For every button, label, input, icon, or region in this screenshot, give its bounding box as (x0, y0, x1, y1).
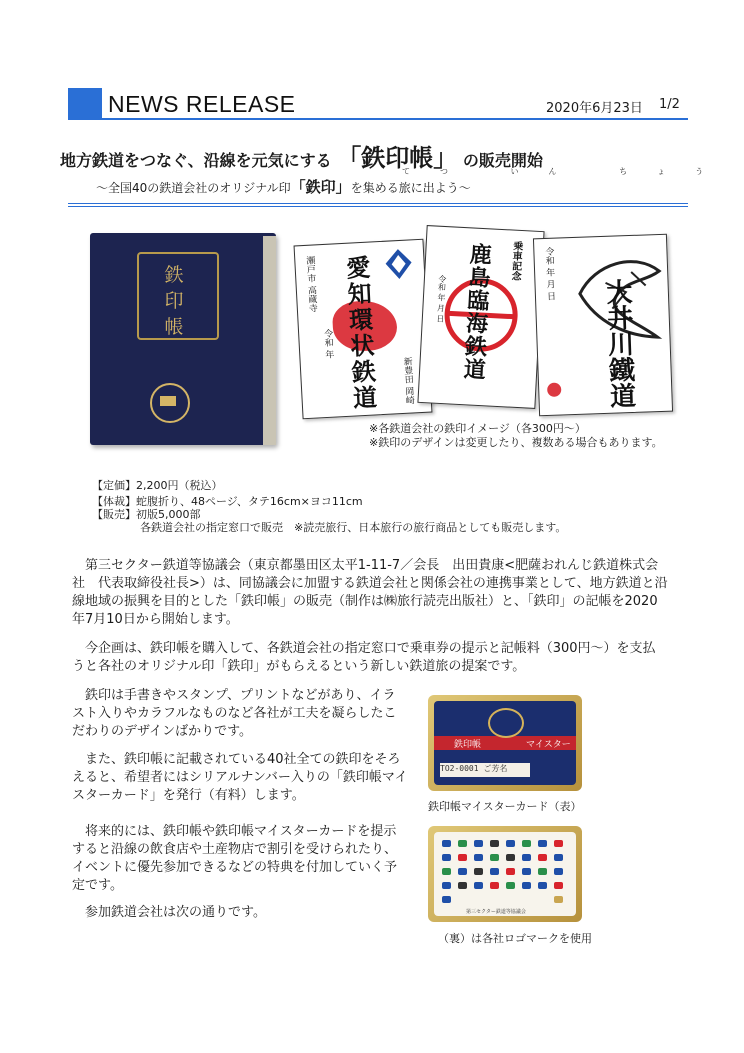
spec-sales-note: 各鉄道会社の指定窓口で販売 ※読売旅行、日本旅行の旅行商品としても販売します。 (140, 521, 567, 534)
stamp-caption-note: ※鉄印のデザインは変更したり、複数ある場合もあります。 (369, 436, 663, 449)
body-paragraph-6: 参加鉄道会社は次の通りです。 (85, 905, 266, 920)
company-logo-icon (538, 882, 547, 889)
stamp2-main: 鹿島臨海鉄道 (459, 242, 493, 382)
stamp1-main: 愛知環状鉄道 (341, 254, 379, 412)
stamp-oigawa (533, 234, 673, 417)
railway-logo-icon (383, 246, 415, 282)
card-band-right-label: マイスター (526, 740, 571, 750)
spec-price: 【定価】2,200円（税込） (92, 479, 223, 492)
headline-ruby: てつ いん ちょう (402, 167, 734, 176)
company-logo-icon (522, 840, 531, 847)
company-logo-icon (506, 854, 515, 861)
company-logo-icon (458, 868, 467, 875)
stamp1-place: 新豊田 岡崎 (401, 356, 415, 405)
company-logo-icon (522, 882, 531, 889)
company-logo-icon (538, 868, 547, 875)
double-rule-top (68, 203, 688, 204)
company-logo-icon (554, 896, 563, 903)
card-back-footer: 第三セクター鉄道等協議会 (466, 909, 526, 915)
company-logo-icon (442, 854, 451, 861)
stamp1-date: 令和 年 (321, 328, 334, 359)
subline-bold: 「鉄印」 (290, 178, 351, 196)
book-title: 鉄印帳 (164, 264, 184, 338)
double-rule-bottom (68, 206, 688, 207)
page-number: 1/2 (659, 97, 680, 112)
card-front-caption: 鉄印帳マイスターカード（表） (428, 800, 582, 813)
card-back-caption: （裏）は各社ロゴマークを使用 (438, 932, 592, 945)
headline-post: の販売開始 (462, 151, 543, 170)
small-red-seal (547, 383, 561, 397)
card-back-face (434, 832, 576, 916)
card-band-left-label: 鉄印帳 (454, 740, 482, 750)
company-logo-icon (538, 854, 547, 861)
body-paragraph-4: また、鉄印帳に記載されている40社全ての鉄印をそろえると、希望者にはシリアルナンバー入りの「鉄印帳マイスターカード」を発行（有料）します。 (72, 752, 408, 803)
stamp3-date: 令和 年 月 日 (543, 246, 556, 301)
company-logo-icon (474, 840, 483, 847)
stamp2-date: 令和 年 月 日 (435, 274, 448, 323)
headline-product: 「鉄印帳」 (337, 144, 458, 172)
company-logo-icon (490, 868, 499, 875)
company-logo-icon (554, 868, 563, 875)
company-logo-icon (538, 840, 547, 847)
body-paragraph-2: 今企画は、鉄印帳を購入して、各鉄道会社の指定窓口で乗車券の提示と記帳料（300円～）を支払うと各社のオリジナル印「鉄印」がもらえるという新しい鉄道旅の提案です。 (72, 641, 656, 674)
company-logo-icon (458, 882, 467, 889)
company-logo-icon (442, 868, 451, 875)
company-logo-icon (474, 868, 483, 875)
train-icon (160, 396, 176, 406)
company-logo-icon (506, 882, 515, 889)
card-serial-field: TO2-0001 ご芳名 (440, 763, 530, 777)
subheadline (96, 176, 471, 197)
card-train-emblem-icon (488, 708, 524, 738)
company-logo-icon (522, 854, 531, 861)
body-paragraph-1: 第三セクター鉄道等協議会（東京都墨田区太平1-11-7／会長 出田貴康<肥薩おれんじ鉄道株式会社 代表取締役社長>）は、同協議会に加盟する鉄道会社と関係会社の連携事業として、地方鉄道と沿線地域の振興を目的とした「鉄印帳」の販売（制作は㈱旅行読売出版社）と、「鉄印」の記帳を2020年7月10日から開始します。 (72, 558, 668, 627)
subline-pre: ～全国40の鉄道会社のオリジナル印 (96, 181, 291, 195)
stamp-aichi-kanjo (294, 239, 433, 420)
company-logo-icon (458, 840, 467, 847)
company-logo-icon (442, 896, 451, 903)
release-date: 2020年6月23日 (546, 101, 643, 116)
company-logo-icon (506, 840, 515, 847)
company-logo-icon (554, 840, 563, 847)
company-logo-icon (458, 854, 467, 861)
subline-post: を集める旅に出よう～ (350, 181, 471, 195)
company-logo-icon (490, 854, 499, 861)
company-logo-icon (490, 840, 499, 847)
stamp-caption-price: ※各鉄道会社の鉄印イメージ（各300円～） (369, 422, 586, 435)
book-page-edge (263, 236, 276, 445)
company-logo-icon (442, 882, 451, 889)
header-title: NEWS RELEASE (108, 91, 296, 117)
company-logo-icon (442, 840, 451, 847)
spec-format: 【体裁】蛇腹折り、48ページ、タテ16cm×ヨコ11cm (92, 495, 363, 508)
header-accent-block (68, 88, 102, 118)
stamp-kashima-rinkai (417, 225, 544, 409)
company-logo-icon (490, 882, 499, 889)
stamp2-top: 乗車記念 (508, 240, 523, 281)
company-logo-icon (554, 882, 563, 889)
company-logo-icon (474, 882, 483, 889)
company-logo-icon (554, 854, 563, 861)
body-paragraph-5: 将来的には、鉄印帳や鉄印帳マイスターカードを提示すると沿線の飲食店や土産物店で割引を受けられたり、イベントに優先参加できるなどの特典を付加していく予定です。 (72, 824, 398, 893)
company-logo-icon (474, 854, 483, 861)
headline-pre: 地方鉄道をつなぐ、沿線を元気にする (60, 151, 332, 170)
header-rule (68, 118, 688, 120)
stamp3-main: 大井川鐵道 (601, 277, 636, 409)
spec-sales: 【販売】初版5,000部 (92, 508, 201, 521)
stamp1-side: 瀬戸市 高蔵寺 (304, 255, 318, 313)
body-paragraph-3: 鉄印は手書きやスタンプ、プリントなどがあり、イラスト入りやカラフルなものなど各社が工夫を凝らしたこだわりのデザインばかりです。 (72, 688, 397, 739)
company-logo-icon (506, 868, 515, 875)
company-logo-icon (522, 868, 531, 875)
